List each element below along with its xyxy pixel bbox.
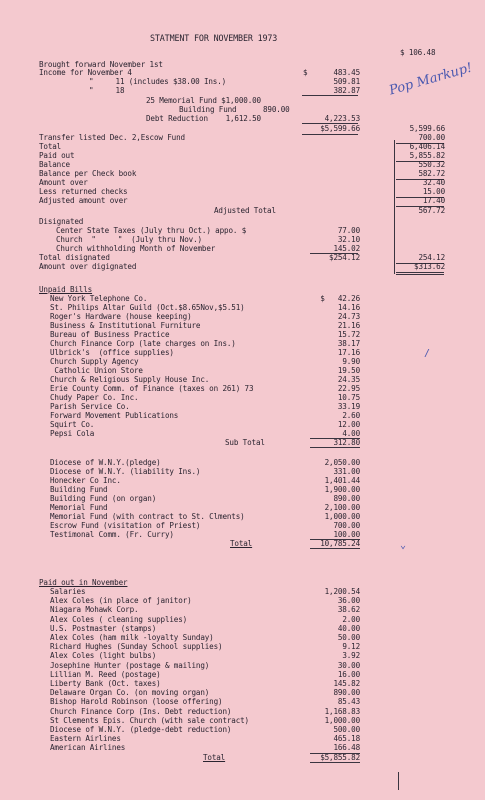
paidout-item-label: Richard Hughes (Sunday School supplies) <box>50 642 223 652</box>
income-row-11: " 11 (includes $38.00 Ins.) <box>89 77 227 86</box>
handwritten-note: Pop Markup! <box>387 60 474 99</box>
unpaid-item-label: New York Telephone Co. <box>50 294 148 303</box>
adjusted-total-label: Adjusted Total <box>214 206 276 215</box>
total-amount: 6,406.14 <box>409 142 445 151</box>
checkbook-label: Balance per Check book <box>39 169 137 178</box>
unpaid-fund-item-label: Diocese of W.N.Y.(pledge) <box>50 458 161 467</box>
income-row-18: " 18 <box>89 86 125 95</box>
unpaid-item-amount: 4.00 <box>342 429 360 438</box>
paidout-item-label: Lillian M. Reed (postage) <box>50 669 161 679</box>
designated-row-2: Church " " (July thru Nov.) <box>56 235 202 244</box>
paidout-item-label: Niagara Mohawk Corp. <box>50 605 139 615</box>
unpaid-item-label: Pepsi Cola <box>50 429 95 438</box>
statement-title: STATMENT FOR NOVEMBER 1973 <box>150 33 278 43</box>
unpaid-item-label: Church & Religious Supply House Inc. <box>50 375 210 384</box>
unpaid-item-amount: 12.00 <box>337 420 360 429</box>
unpaid-item-label: Church Finance Corp (late charges on Ins.) <box>50 339 236 348</box>
paidout-item-amount: 500.00 <box>333 725 360 734</box>
paidout-item-label: Church Finance Corp (Ins. Debt reduction) <box>50 706 232 716</box>
statement-page: STATMENT FOR NOVEMBER 1973 Pop Markup! $ 106.48 Brought forward November 1st Income for November 4 " 11 (includes $38.00 Ins.) $ 483.45 509.81 " 18 382.87 25 Memorial Fund $1,000.00 Building Fund 890.00 Debt Reduction 1,612.50 4,223.53 $5,599.66 Transfer listed Dec. 2,Escow Fund 5,599.66 700.00 Total 6,406.14 Paid out 5,855.82 Balance 550.32 Balance per Check book 582.72 Amount over 32.40 Less returned checks 15.00 Adjusted amount over 17.40 Adjusted Total 567.72 Disignated Center State Taxes (July thru Oct.) appo. $ 77.00 Church " " (July thru Nov.) 32.10 Church withholding Month of November 145.02 Total disignated $254.12 254.12 Amount over digignated $313.62 Unpaid Bills New York Telephone Co. $ 42.26 St. Philips Altar Guild (Oct.$8.65Nov,$5.51) 14.16 Roger's Hardware (house keeping) 24.73 Business & Institutional Furniture 21.16 Bureau of Business Practice 15.72 Church Finance Corp (late charges on Ins.) 38.17 Ulbrick's (office supplies) 17.16 Church Supply Agency 9.90 Catholic Union Store 19.50 Church & Religious Supply House Inc. 24.35 Erie County Comm. of Finance (taxes on 261) 73 22.95 Chudy Paper Co. Inc. 10.75 Parish Service Co. 33.19 Forward Movement Publications 2.60 Squirt Co. 12.00 Pepsi Cola 4.00 Sub Total 312.80 Diocese of W.N.Y.(pledge) 2,050.00 Diocese of W.N.Y. (liability Ins.) 331.00 Honecker Co Inc. 1,401.44 Building Fund 1,900.00 Building Fund (on organ) 890.00 Memorial Fund 2,100.00 Memorial Fund (with contract to St. Clments) 1,000.00 Escrow Fund (visitation of Priest) 700.00 Testimonal Comm. (Fr. Curry) 100.00 Total 10,785.24 / ⌄ Paid out in November Salaries 1,200.54 Alex Coles (in place of janitor) 36.00 Niagara Mohawk Corp. 38.62 Alex Coles ( cleaning supplies) 2.00 U.S. Postmaster (stamps) 40.00 Alex Coles (ham milk -loyalty Sunday) 50.00 Richard Hughes (Sunday School supplies) 9.12 Alex Coles (light bulbs) 3.92 Josephine Hunter (postage & mailing) 30.00 Lillian M. Reed (postage) 16.00 Liberty Bank (Oct. taxes) 145.82 Delaware Organ Co. (on moving organ) 890.00 Bishop Harold Robinson (loose offering) 85.43 Church Finance Corp (Ins. Debt reduction) 1,168.83 St Clements Epis. Church (with sale contract) 1,000.00 Diocese of W.N.Y. (pledge-debt reduction) 500.00 Eastern Airlines 465.18 American Airlines 166.48 Total $5,855.82 <box>0 0 485 800</box>
dollar-sign: $ <box>303 68 308 77</box>
unpaid-item-amount: 2.60 <box>342 411 360 420</box>
unpaid-item-label: Ulbrick's (office supplies) <box>50 348 174 357</box>
total-designated-label: Total disignated <box>39 253 110 262</box>
paidout-item-amount: 1,200.54 <box>324 587 360 596</box>
unpaid-item-label: Church Supply Agency <box>50 357 139 366</box>
transfer-amount: 700.00 <box>418 133 445 142</box>
adjusted-over-amount: 17.40 <box>422 196 445 205</box>
unpaid-fund-item-label: Testimonal Comm. (Fr. Curry) <box>50 530 174 539</box>
paidout-item-label: U.S. Postmaster (stamps) <box>50 623 157 633</box>
income-label: Income for November 4 <box>39 68 132 77</box>
paidout-item-amount: 9.12 <box>342 642 360 652</box>
designated-row-1: Center State Taxes (July thru Oct.) appo. $ <box>56 226 247 235</box>
paidout-item-label: Salaries <box>50 587 86 596</box>
paidout-item-label: Eastern Airlines <box>50 734 121 744</box>
paidout-item-label: Alex Coles ( cleaning supplies) <box>50 614 188 624</box>
right-col-first: 5,599.66 <box>409 124 445 133</box>
paidout-item-amount: 1,000.00 <box>324 715 360 725</box>
paidout-item-label: Delaware Organ Co. (on moving organ) <box>50 688 210 698</box>
returned-checks-amount: 15.00 <box>422 187 445 196</box>
building-fund-line: Building Fund 890.00 <box>179 105 290 114</box>
adjusted-over-label: Adjusted amount over <box>39 196 128 205</box>
unpaid-fund-item-amount: 1,401.44 <box>324 476 360 485</box>
paidout-item-amount: 3.92 <box>342 651 360 661</box>
paid-out-amount: 5,855.82 <box>409 151 445 160</box>
paidout-item-label: Alex Coles (ham milk -loyalty Sunday) <box>50 633 214 642</box>
unpaid-item-label: Bureau of Business Practice <box>50 330 170 339</box>
total-label: Total <box>39 142 62 151</box>
returned-checks-label: Less returned checks <box>39 187 128 196</box>
income-grand-total: $5,599.66 <box>320 124 360 133</box>
unpaid-item-label: Chudy Paper Co. Inc. <box>50 393 139 402</box>
unpaid-item-label: Parish Service Co. <box>50 402 130 411</box>
designated-amount-2: 32.10 <box>337 235 360 244</box>
unpaid-item-label: Catholic Union Store <box>50 366 143 375</box>
unpaid-fund-item-amount: 700.00 <box>333 521 360 530</box>
amount-over: 32.40 <box>422 178 445 187</box>
unpaid-fund-item-label: Diocese of W.N.Y. (liability Ins.) <box>50 467 201 476</box>
paidout-heading: Paid out in November <box>39 578 128 587</box>
unpaid-item-amount: 15.72 <box>337 330 360 339</box>
unpaid-item-amount: 10.75 <box>337 393 360 402</box>
unpaid-item-amount: 9.90 <box>342 357 360 366</box>
amount-over-designated-label: Amount over digignated <box>39 262 137 271</box>
unpaid-item-amount: 24.73 <box>337 312 360 321</box>
unpaid-fund-item-amount: 100.00 <box>333 530 360 539</box>
paidout-item-amount: 166.48 <box>333 743 360 753</box>
paidout-total-amount: $5,855.82 <box>320 752 360 762</box>
amount-over-label: Amount over <box>39 178 88 187</box>
unpaid-fund-item-amount: 331.00 <box>333 467 360 476</box>
transfer-label: Transfer listed Dec. 2,Escow Fund <box>39 133 185 142</box>
designated-amount-3: 145.02 <box>333 244 360 253</box>
unpaid-item-amount: 19.50 <box>337 366 360 375</box>
debt-total: 4,223.53 <box>324 114 360 123</box>
paidout-item-amount: 1,168.83 <box>324 706 360 716</box>
paidout-item-amount: 38.62 <box>337 605 360 615</box>
designated-amount-1: 77.00 <box>337 226 360 235</box>
debt-reduction-line: Debt Reduction 1,612.50 <box>146 114 261 123</box>
paidout-item-label: American Airlines <box>50 743 126 753</box>
unpaid-fund-item-label: Building Fund <box>50 485 108 494</box>
unpaid-fund-item-label: Building Fund (on organ) <box>50 494 157 503</box>
balance-label: Balance <box>39 160 70 169</box>
paidout-item-amount: 40.00 <box>337 623 360 633</box>
adjusted-total-amount: 567.72 <box>418 206 445 215</box>
subtotal-label: Sub Total <box>225 438 265 447</box>
memorial-fund-line: 25 Memorial Fund $1,000.00 <box>146 96 261 105</box>
paidout-total-label: Total <box>203 752 226 762</box>
unpaid-item-amount: 21.16 <box>337 321 360 330</box>
unpaid-fund-item-label: Memorial Fund <box>50 503 108 512</box>
unpaid-item-label: Roger's Hardware (house keeping) <box>50 312 192 321</box>
paidout-item-amount: 465.18 <box>333 734 360 744</box>
unpaid-total-amount: 10,785.24 <box>320 539 360 548</box>
unpaid-item-amount: 17.16 <box>337 348 360 357</box>
paidout-item-label: Diocese of W.N.Y. (pledge-debt reduction) <box>50 725 232 734</box>
unpaid-fund-item-label: Memorial Fund (with contract to St. Clments) <box>50 512 245 521</box>
unpaid-fund-item-amount: 890.00 <box>333 494 360 503</box>
total-designated-outer: 254.12 <box>418 253 445 262</box>
paidout-item-label: Bishop Harold Robinson (loose offering) <box>50 697 223 707</box>
unpaid-fund-item-label: Honecker Co Inc. <box>50 476 121 485</box>
paidout-item-amount: 16.00 <box>337 669 360 679</box>
paidout-item-amount: 50.00 <box>337 633 360 642</box>
paidout-item-label: Josephine Hunter (postage & mailing) <box>50 660 210 670</box>
total-designated-inner: $254.12 <box>329 253 360 262</box>
paidout-item-label: Alex Coles (light bulbs) <box>50 651 157 661</box>
paidout-item-amount: 85.43 <box>337 697 360 707</box>
designated-label: Disignated <box>39 217 84 226</box>
unpaid-fund-item-label: Escrow Fund (visitation of Priest) <box>50 521 201 530</box>
unpaid-item-amount: 22.95 <box>337 384 360 393</box>
balance-amount: 550.32 <box>418 160 445 169</box>
paidout-item-amount: 2.00 <box>342 614 360 624</box>
unpaid-item-amount: 33.19 <box>337 402 360 411</box>
income-amount-2: 509.81 <box>333 77 360 86</box>
unpaid-item-label: Squirt Co. <box>50 420 95 429</box>
brought-forward-label: Brought forward November 1st <box>39 60 163 69</box>
unpaid-item-amount: 24.35 <box>337 375 360 384</box>
unpaid-fund-item-amount: 1,000.00 <box>324 512 360 521</box>
unpaid-item-amount: $ 42.26 <box>320 294 360 303</box>
income-amount-3: 382.87 <box>333 86 360 95</box>
unpaid-item-label: Business & Institutional Furniture <box>50 321 201 330</box>
paidout-item-amount: 145.82 <box>333 679 360 688</box>
unpaid-fund-item-amount: 2,050.00 <box>324 458 360 467</box>
unpaid-item-label: Erie County Comm. of Finance (taxes on 261) 73 <box>50 384 254 393</box>
unpaid-fund-item-amount: 2,100.00 <box>324 503 360 512</box>
income-amount-1: 483.45 <box>333 68 360 77</box>
unpaid-item-amount: 14.16 <box>337 303 360 312</box>
paidout-item-amount: 890.00 <box>333 688 360 698</box>
paidout-item-amount: 36.00 <box>337 596 360 606</box>
paid-out-label: Paid out <box>39 151 75 160</box>
unpaid-heading: Unpaid Bills <box>39 285 93 294</box>
checkbook-amount: 582.72 <box>418 169 445 178</box>
subtotal-amount: 312.80 <box>333 438 360 447</box>
paidout-item-label: St Clements Epis. Church (with sale contract) <box>50 715 249 725</box>
unpaid-item-amount: 38.17 <box>337 339 360 348</box>
designated-row-3: Church withholding Month of November <box>56 244 216 253</box>
brought-forward-amount: $ 106.48 <box>400 48 436 57</box>
paidout-item-label: Liberty Bank (Oct. taxes) <box>50 679 161 688</box>
unpaid-total-label: Total <box>230 539 253 548</box>
amount-over-designated: $313.62 <box>414 262 445 271</box>
paidout-item-label: Alex Coles (in place of janitor) <box>50 596 192 606</box>
unpaid-item-label: St. Philips Altar Guild (Oct.$8.65Nov,$5.51) <box>50 303 245 312</box>
unpaid-item-label: Forward Movement Publications <box>50 411 179 420</box>
unpaid-fund-item-amount: 1,900.00 <box>324 485 360 494</box>
paidout-item-amount: 30.00 <box>337 660 360 670</box>
